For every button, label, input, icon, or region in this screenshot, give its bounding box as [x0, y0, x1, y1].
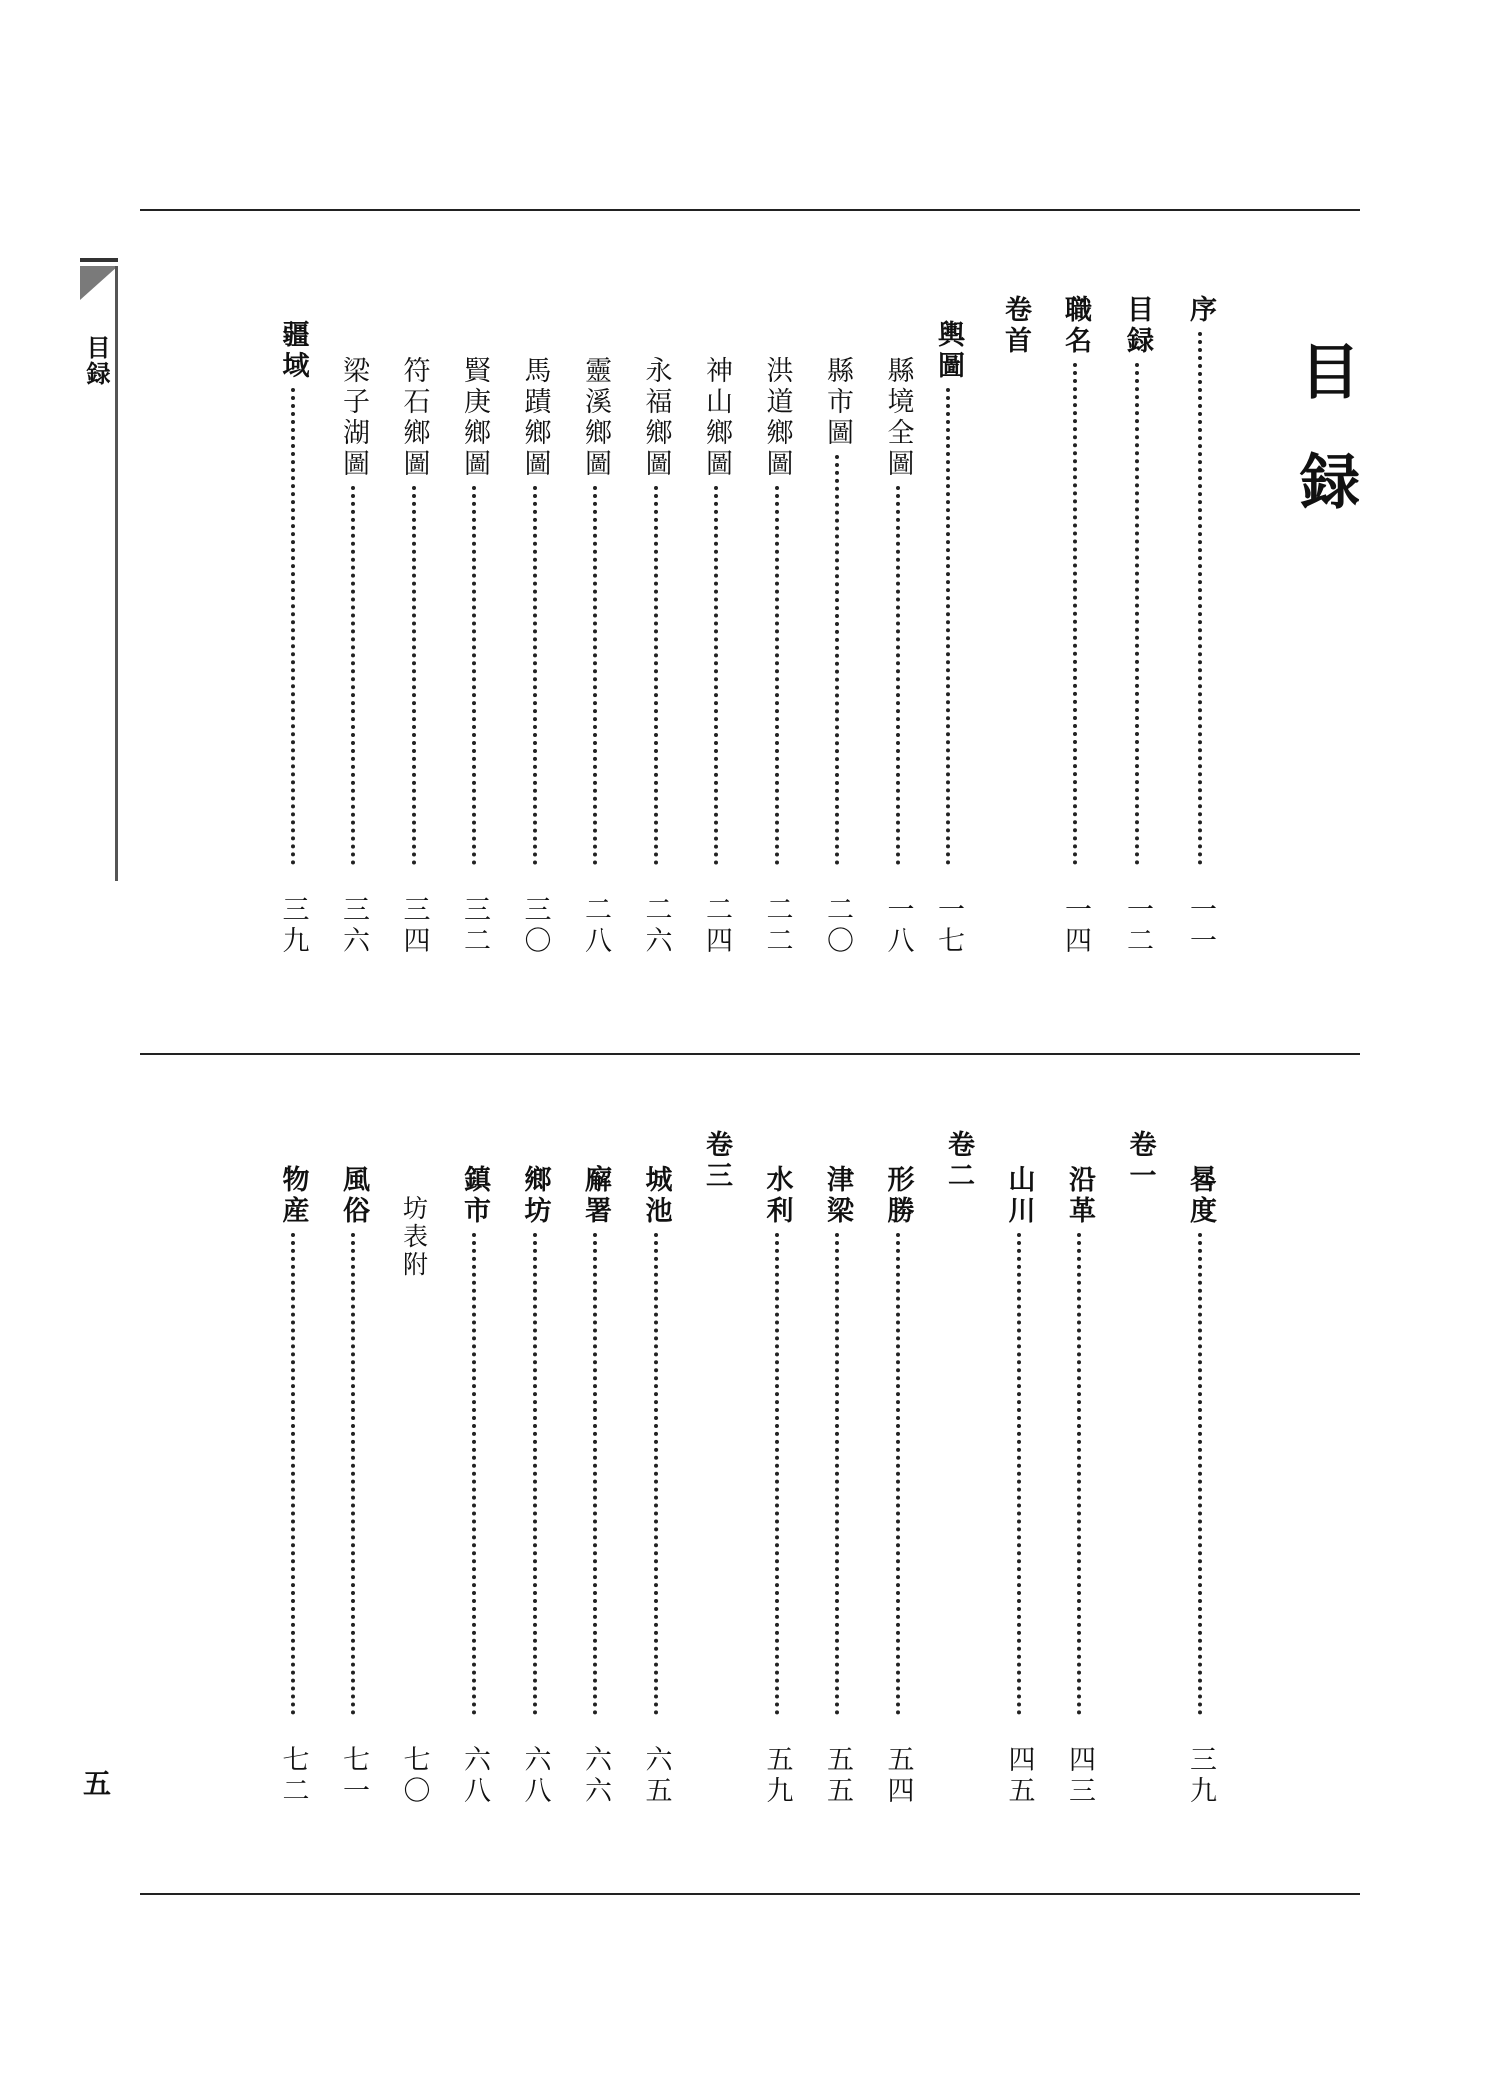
toc-entry-label: 卷首 — [1000, 295, 1031, 357]
toc-entry-label: 梁子湖圖 — [338, 356, 369, 480]
toc-entry — [757, 1165, 797, 1835]
toc-entry-page: 六六 — [580, 1745, 611, 1807]
page-folio: 五 — [83, 1767, 112, 1800]
toc-entry-label: 廨署 — [580, 1165, 611, 1227]
dot-leader — [472, 486, 476, 865]
dot-leader — [775, 486, 779, 865]
toc-entry-page: 二〇 — [822, 895, 853, 957]
toc-entry-label: 城池 — [640, 1165, 672, 1227]
toc-entry — [878, 1165, 918, 1835]
toc-entry-label: 洪道鄉圖 — [761, 356, 793, 480]
toc-entry-label: 鎮市 — [459, 1165, 490, 1227]
middle-rule — [140, 1053, 1360, 1055]
page-title: 目録 — [1290, 340, 1360, 560]
toc-entry-page: 七〇 — [398, 1745, 430, 1807]
toc-entry-label: 卷二 — [943, 1130, 974, 1192]
toc-entry — [817, 1165, 857, 1835]
toc-entry — [1059, 1165, 1099, 1835]
toc-entry-label: 津梁 — [822, 1165, 853, 1227]
toc-entry-page: 二二 — [761, 895, 793, 957]
dot-leader — [533, 486, 537, 865]
toc-entry — [394, 1195, 434, 1835]
toc-entry — [636, 1165, 676, 1835]
toc-entry-page: 四三 — [1064, 1745, 1095, 1807]
dot-leader — [1017, 1233, 1021, 1715]
dot-leader — [351, 486, 355, 865]
toc-entry-page: 一七 — [933, 895, 964, 957]
toc-entry-label: 山川 — [1003, 1165, 1035, 1227]
toc-entry-label: 職名 — [1060, 295, 1091, 357]
toc-entry — [575, 1165, 615, 1835]
margin-tab-wedge — [80, 266, 118, 300]
toc-entry — [1180, 295, 1220, 985]
dot-leader — [946, 388, 950, 865]
toc-entry — [333, 356, 373, 985]
toc-entry-page: 三二 — [459, 895, 490, 957]
toc-entry-label: 縣境全圖 — [882, 356, 914, 480]
dot-leader — [351, 1233, 355, 1715]
toc-entry-page: 一八 — [882, 895, 914, 957]
toc-entry — [636, 356, 676, 985]
toc-entry-page: 三九 — [1185, 1745, 1216, 1807]
toc-entry — [817, 356, 857, 985]
toc-entry-page: 六八 — [459, 1745, 490, 1807]
toc-entry-page: 七一 — [338, 1745, 369, 1807]
toc-entry — [938, 1130, 978, 1835]
dot-leader — [533, 1233, 537, 1715]
bottom-rule — [140, 1893, 1360, 1895]
toc-entry — [1120, 1130, 1160, 1835]
toc-entry-page: 二六 — [640, 895, 672, 957]
dot-leader — [593, 1233, 597, 1715]
toc-entry-label: 神山鄉圖 — [701, 356, 732, 480]
toc-entry-page: 二四 — [701, 895, 732, 957]
toc-entry-label: 序 — [1185, 295, 1216, 326]
toc-entry-page: 二八 — [580, 895, 611, 957]
toc-entry-label: 卷三 — [701, 1130, 732, 1192]
running-head: 目録 — [82, 335, 111, 387]
toc-entry-label: 風俗 — [338, 1165, 369, 1227]
toc-entry-label: 永福鄉圖 — [640, 356, 672, 480]
top-rule — [140, 209, 1360, 211]
toc-entry-label: 靈溪鄉圖 — [580, 356, 611, 480]
dot-leader — [654, 486, 658, 865]
toc-entry — [995, 295, 1035, 985]
toc-entry-label: 卷一 — [1124, 1130, 1156, 1192]
toc-entry-label: 馬蹟鄉圖 — [519, 356, 551, 480]
dot-leader — [1198, 332, 1202, 865]
dot-leader — [654, 1233, 658, 1715]
toc-entry-note: 坊表附 — [399, 1195, 429, 1279]
toc-entry-page: 三〇 — [519, 895, 551, 957]
dot-leader — [472, 1233, 476, 1715]
toc-entry-page: 五四 — [882, 1745, 914, 1807]
toc-entry-page: 七二 — [277, 1745, 309, 1807]
toc-entry — [575, 356, 615, 985]
toc-entry — [1180, 1165, 1220, 1835]
toc-entry — [1117, 295, 1157, 985]
toc-entry-page: 三九 — [277, 895, 309, 957]
toc-entry-label: 水利 — [761, 1165, 793, 1227]
toc-entry — [757, 356, 797, 985]
toc-entry — [394, 356, 434, 985]
dot-leader — [1073, 363, 1077, 865]
toc-entry-label: 符石鄉圖 — [398, 356, 430, 480]
toc-entry-label: 鄉坊 — [519, 1165, 551, 1227]
dot-leader — [291, 1233, 295, 1715]
toc-entry-label: 疆域 — [277, 320, 309, 382]
margin-tab-line — [115, 266, 118, 881]
toc-entry — [999, 1165, 1039, 1835]
toc-entry-page: 六八 — [519, 1745, 551, 1807]
toc-entry-label: 賢庚鄉圖 — [459, 356, 490, 480]
toc-entry-label: 形勝 — [882, 1165, 914, 1227]
dot-leader — [896, 1233, 900, 1715]
toc-entry-page: 三六 — [338, 895, 369, 957]
toc-entry — [696, 1130, 736, 1835]
margin-tab-bar — [80, 258, 118, 262]
toc-entry-page: 五九 — [761, 1745, 793, 1807]
toc-entry — [696, 356, 736, 985]
dot-leader — [593, 486, 597, 865]
toc-entry-label: 沿革 — [1064, 1165, 1095, 1227]
toc-entry-label: 目録 — [1122, 295, 1153, 357]
dot-leader — [412, 486, 416, 865]
dot-leader — [835, 1233, 839, 1715]
dot-leader — [775, 1233, 779, 1715]
toc-entry — [928, 320, 968, 985]
dot-leader — [1135, 363, 1139, 865]
toc-entry-page: 一四 — [1060, 895, 1091, 957]
toc-entry-page: 一二 — [1122, 895, 1153, 957]
toc-entry-page: 五五 — [822, 1745, 853, 1807]
toc-entry — [515, 1165, 555, 1835]
toc-entry-page: 三四 — [398, 895, 430, 957]
dot-leader — [1077, 1233, 1081, 1715]
toc-entry-page: 六五 — [640, 1745, 672, 1807]
dot-leader — [835, 455, 839, 865]
dot-leader — [896, 486, 900, 865]
toc-entry — [454, 1165, 494, 1835]
toc-entry-label: 晷度 — [1185, 1165, 1216, 1227]
toc-entry — [1055, 295, 1095, 985]
toc-entry — [273, 1165, 313, 1835]
toc-entry — [333, 1165, 373, 1835]
dot-leader — [1198, 1233, 1202, 1715]
dot-leader — [291, 388, 295, 865]
toc-entry — [454, 356, 494, 985]
toc-entry — [515, 356, 555, 985]
toc-entry-page: 四五 — [1003, 1745, 1035, 1807]
dot-leader — [714, 486, 718, 865]
toc-entry — [273, 320, 313, 985]
toc-entry-label: 物産 — [277, 1165, 309, 1227]
toc-entry — [878, 356, 918, 985]
toc-entry-label: 輿圖 — [933, 320, 964, 382]
toc-entry-label: 縣市圖 — [822, 356, 853, 449]
toc-entry-page: 一一 — [1185, 895, 1216, 957]
